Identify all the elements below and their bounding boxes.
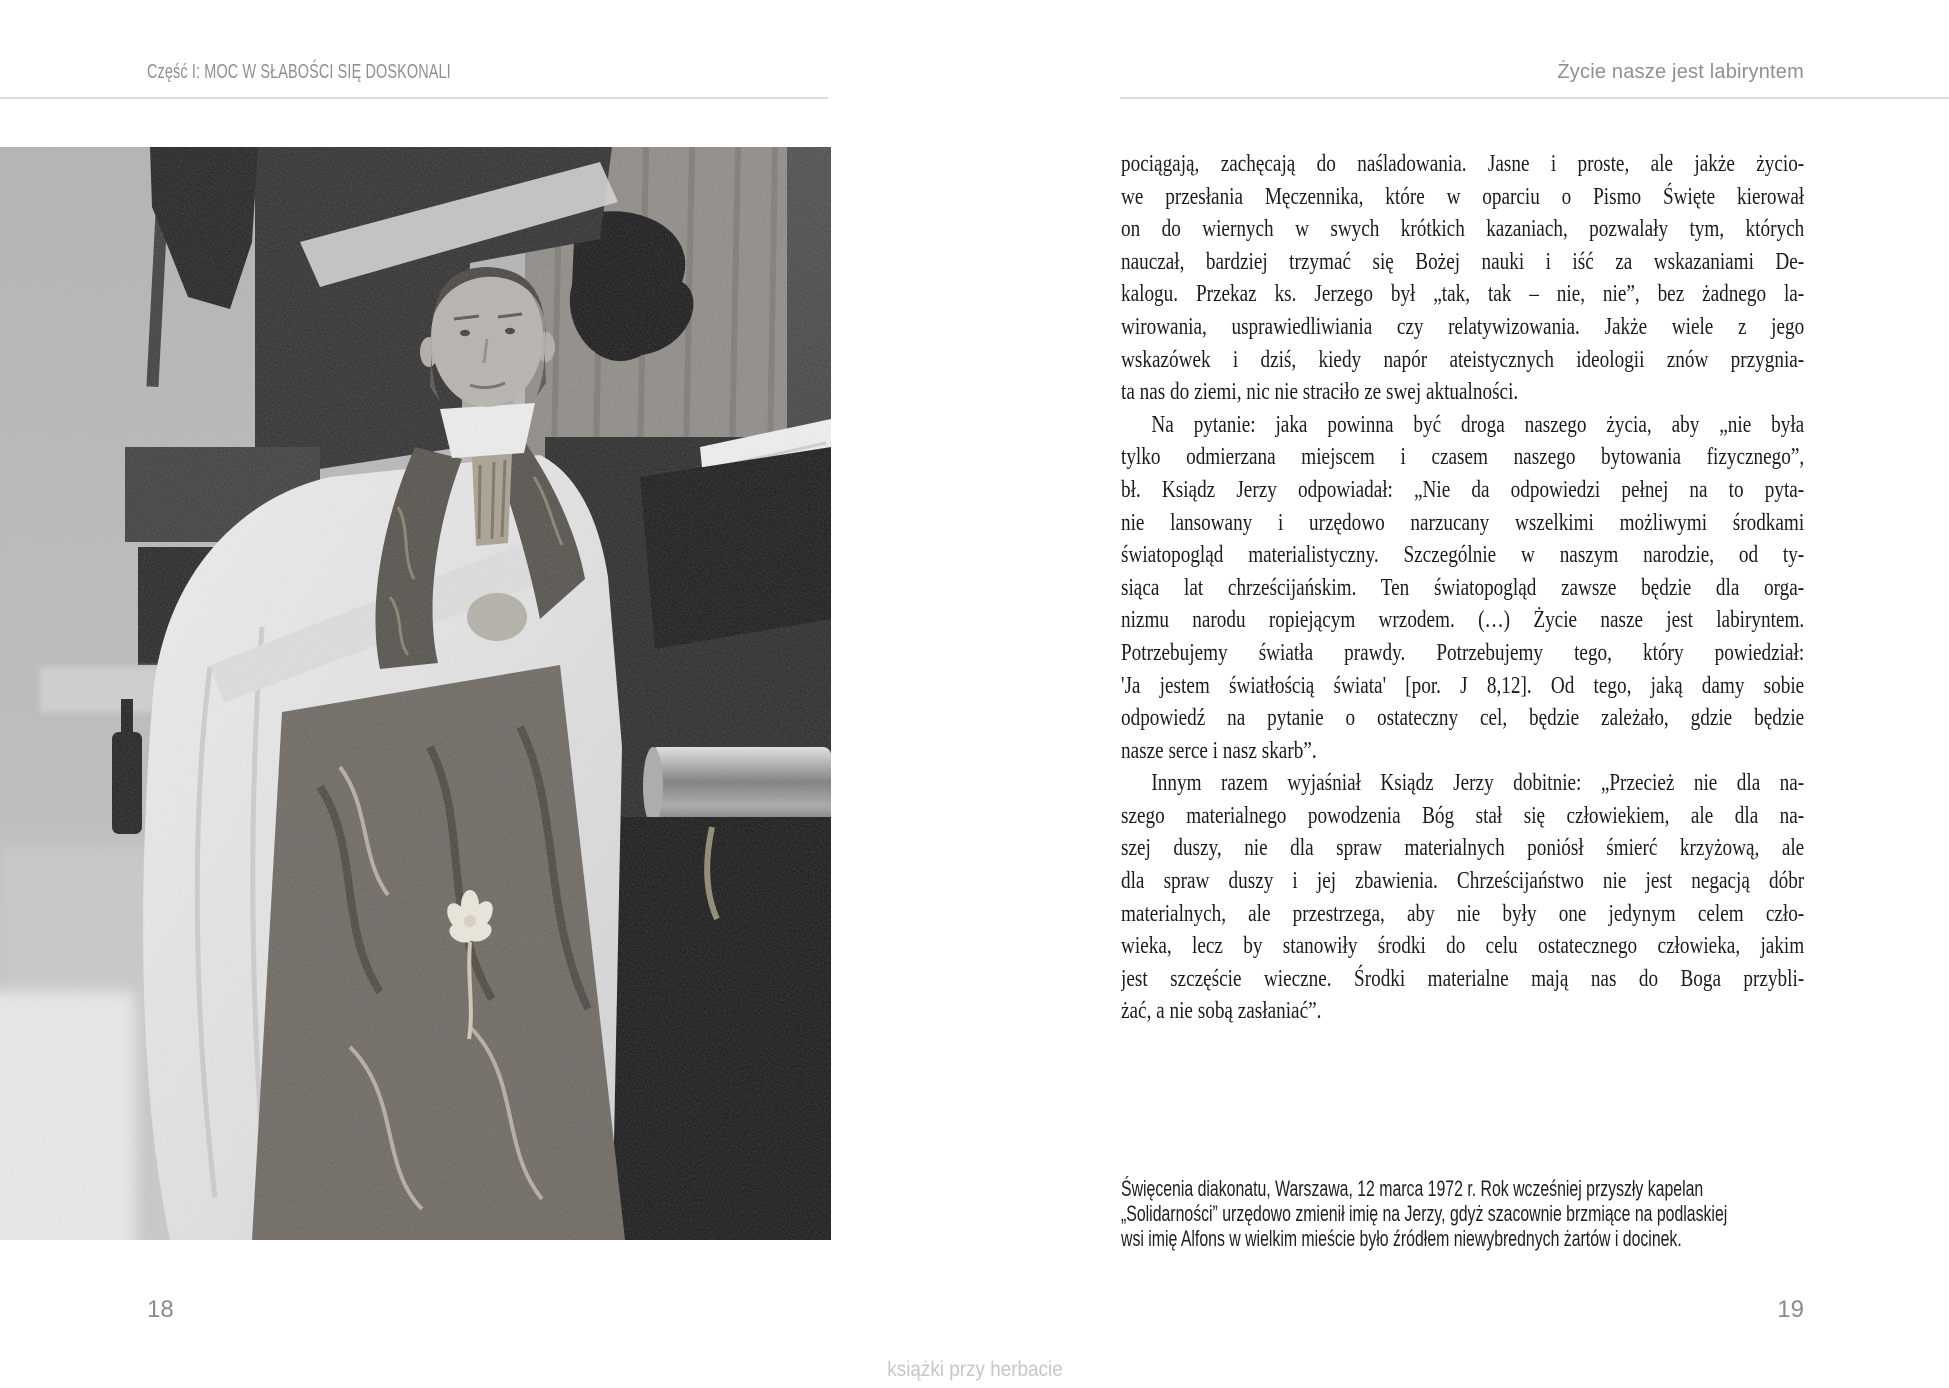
body-line: 'Ja jestem światłością świata' [por. J 8,12]. Od tego, jaką damy sobie (1121, 672, 1805, 699)
body-line: we przesłania Męczennika, które w oparciu o Pismo Święte kierował (1121, 183, 1805, 210)
right-running-header: Życie nasze jest labiryntem (1557, 61, 1804, 83)
left-running-header: Część I: MOC W SŁABOŚCI SIĘ DOSKONALI (147, 61, 451, 83)
body-line: tylko odmierzana miejscem i czasem naszego bytowania fizycznego”, (1121, 444, 1805, 471)
page-number-left: 18 (147, 1296, 174, 1323)
body-line: Na pytanie: jaka powinna być droga naszego życia, aby „nie była (1151, 411, 1805, 438)
body-line: on do wiernych w swych krótkich kazaniach, pozwalały tym, których (1121, 216, 1805, 243)
body-line: wskazówek i dziś, kiedy napór ateistycznych ideologii znów przygnia- (1121, 346, 1805, 373)
body-line: szego materialnego powodzenia Bóg stał się człowiekiem, ale dla na- (1121, 802, 1805, 829)
body-line: materialnych, ale przestrzega, aby nie były one jedynym celem czło- (1121, 900, 1805, 927)
body-line: światopogląd materialistyczny. Szczególnie w naszym narodzie, od ty- (1121, 542, 1805, 569)
body-line: bł. Ksiądz Jerzy odpowiadał: „Nie da odpowiedzi pełnej na to pyta- (1121, 476, 1805, 503)
body-line: nie lansowany i urzędowo narzucany wszelkimi możliwymi środkami (1121, 509, 1805, 536)
body-line: Potrzebujemy światła prawdy. Potrzebujemy tego, który powiedział: (1121, 639, 1805, 666)
body-line: nasze serce i nasz skarb”. (1121, 737, 1317, 764)
film-grain (0, 147, 831, 1240)
caption-line: „Solidarności” urzędowo zmienił imię na Jerzy, gdyż szacownie brzmiące na podlaskiej (1121, 1201, 1728, 1226)
left-header-rule (0, 97, 828, 99)
caption-line: Święcenia diakonatu, Warszawa, 12 marca 1972 r. Rok wcześniej przyszły kapelan (1121, 1176, 1704, 1201)
body-line: wieka, lecz by stanowiły środki do celu ostatecznego człowieka, jakim (1121, 933, 1805, 960)
body-text (1121, 148, 1804, 1028)
body-line: ta nas do ziemi, nic nie straciło ze swej aktualności. (1121, 379, 1519, 406)
body-line: nizmu narodu ropiejącym wrzodem. (…) Życie nasze jest labiryntem. (1121, 607, 1805, 634)
photo-illustration (0, 147, 831, 1240)
page-number-right: 19 (1777, 1296, 1804, 1323)
body-line: szej duszy, nie dla spraw materialnych poniósł śmierć krzyżową, ale (1121, 835, 1805, 862)
caption-line: wsi imię Alfons w wielkim mieście było źródłem niewybrednych żartów i docinek. (1121, 1226, 1682, 1251)
watermark: książki przy herbacie (886, 1358, 1063, 1381)
photo-priest-ordination (0, 147, 831, 1240)
photo-caption (1121, 1176, 1783, 1251)
body-line: żać, a nie sobą zasłaniać”. (1121, 998, 1322, 1025)
body-line: nauczał, bardziej trzymać się Bożej nauki i iść za wskazaniami De- (1121, 248, 1805, 275)
body-line: odpowiedź na pytanie o ostateczny cel, będzie zależało, gdzie będzie (1121, 705, 1805, 732)
body-line: Innym razem wyjaśniał Ksiądz Jerzy dobitnie: „Przecież nie dla na- (1151, 770, 1805, 797)
body-line: wirowania, usprawiedliwiania czy relatywizowania. Jakże wiele z jego (1121, 313, 1805, 340)
body-line: pociągają, zachęcają do naśladowania. Jasne i proste, ale jakże życio- (1121, 151, 1805, 177)
right-header-rule (1120, 97, 1949, 99)
body-line: dla spraw duszy i jej zbawienia. Chrześcijaństwo nie jest negacją dóbr (1121, 868, 1805, 895)
body-line: kalogu. Przekaz ks. Jerzego był „tak, tak – nie, nie”, bez żadnego la- (1121, 281, 1805, 308)
body-line: jest szczęście wieczne. Środki materialne mają nas do Boga przybli- (1121, 965, 1805, 992)
body-line: siąca lat chrześcijańskim. Ten światopogląd zawsze będzie dla orga- (1121, 574, 1805, 601)
